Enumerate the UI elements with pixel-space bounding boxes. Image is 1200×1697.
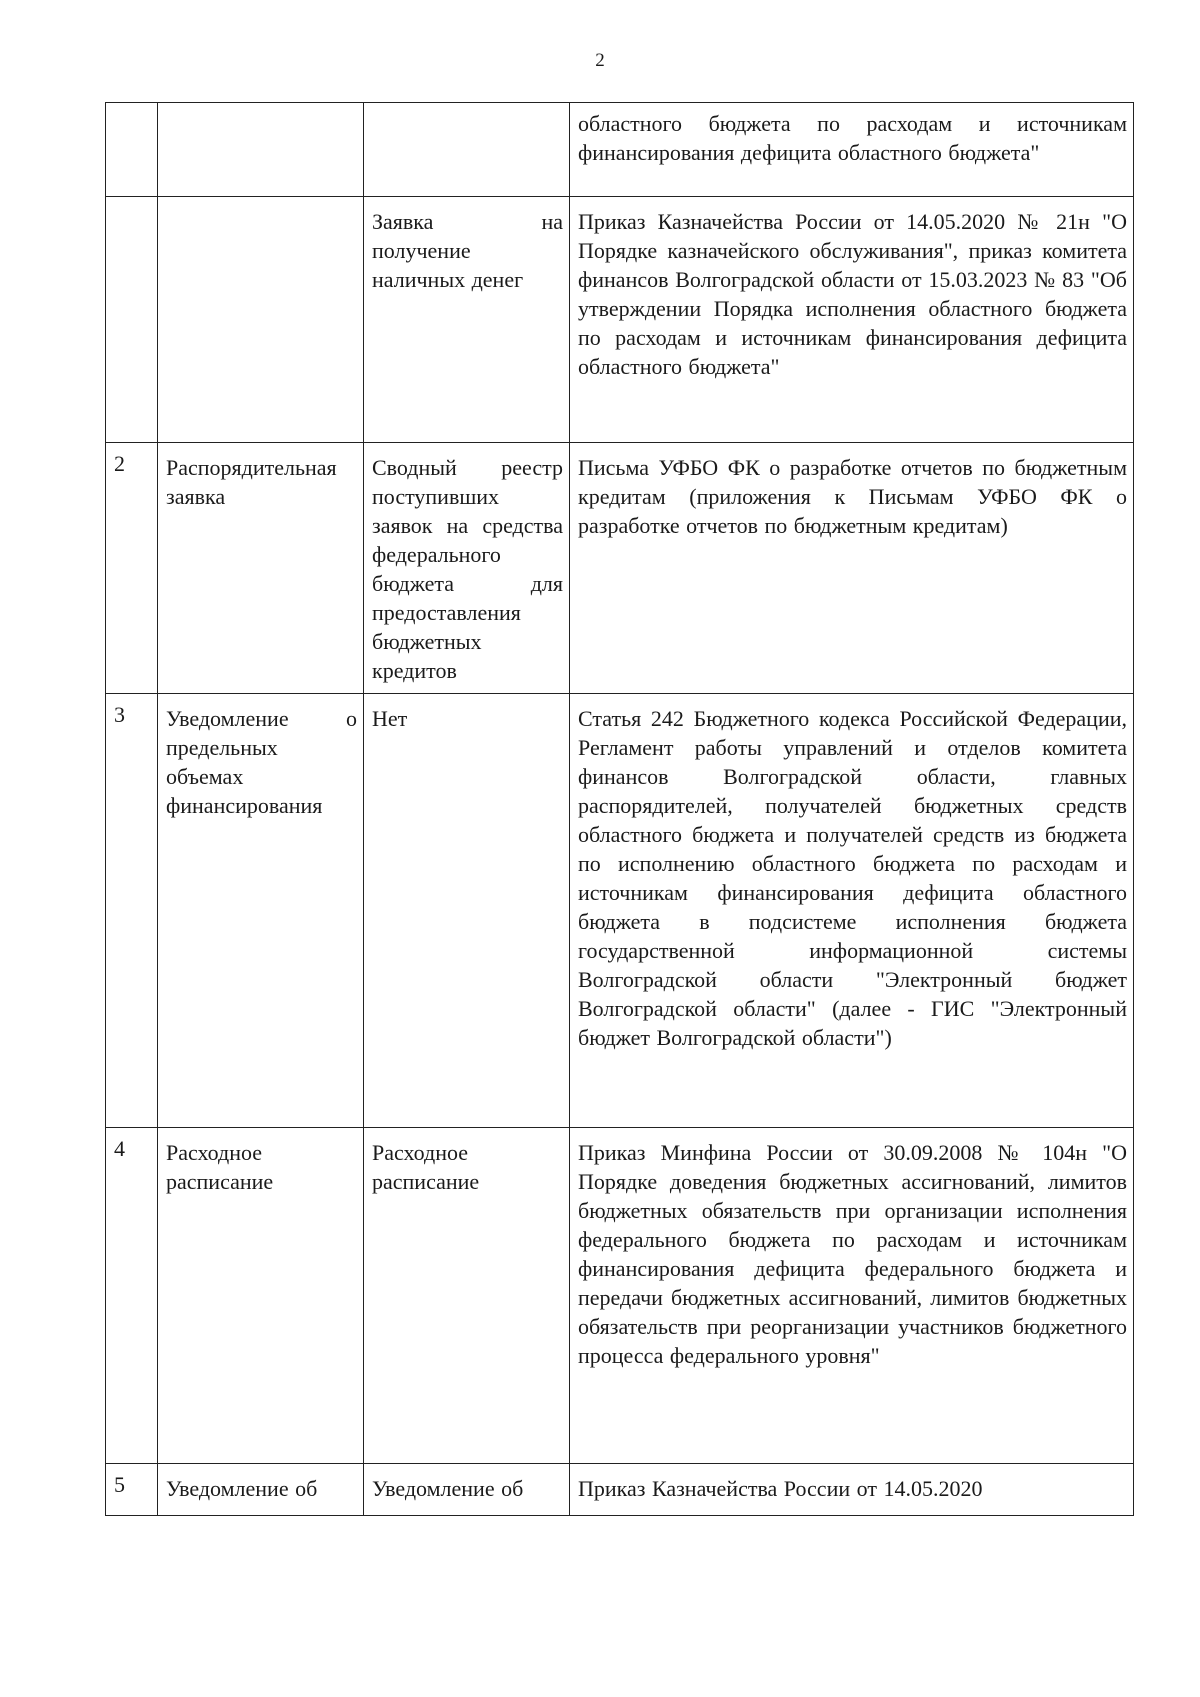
document-name — [158, 103, 364, 197]
row-number — [106, 103, 158, 197]
page-number: 2 — [595, 50, 605, 71]
table-row — [106, 694, 1134, 1128]
document-name: Уведомление о предельных объемах финансирования — [158, 694, 364, 1128]
document-name: Распорядительная заявка — [158, 443, 364, 694]
table-row — [106, 1128, 1134, 1464]
document-name: Уведомление об — [158, 1464, 364, 1516]
basis-document: Сводный реестр поступивших заявок на средства федерального бюджета для предоставления бюджетных кредитов — [364, 443, 570, 694]
basis-document: Уведомление об — [364, 1464, 570, 1516]
table-row — [106, 103, 1134, 197]
legal-act: Приказ Казначейства России от 14.05.2020 — [570, 1464, 1134, 1516]
legal-act: Письма УФБО ФК о разработке отчетов по бюджетным кредитам (приложения к Письмам УФБО ФК о разработке отчетов по бюджетным кредитам) — [570, 443, 1134, 694]
basis-document — [364, 103, 570, 197]
document-name: Расходное расписание — [158, 1128, 364, 1464]
documents-table — [105, 102, 1134, 1516]
table-row — [106, 197, 1134, 443]
legal-act: Приказ Казначейства России от 14.05.2020 № 21н "О Порядке казначейского обслуживания", приказ комитета финансов Волгоградской области от 15.03.2023 № 83 "Об утверждении Порядка исполнения областного бюджета по расходам и источникам финансирования дефицита областного бюджета" — [570, 197, 1134, 443]
basis-document: Нет — [364, 694, 570, 1128]
basis-document: Расходное расписание — [364, 1128, 570, 1464]
table-row — [106, 1464, 1134, 1516]
row-number: 3 — [106, 694, 158, 1128]
document-name — [158, 197, 364, 443]
table-row — [106, 443, 1134, 694]
row-number: 5 — [106, 1464, 158, 1516]
row-number: 2 — [106, 443, 158, 694]
row-number — [106, 197, 158, 443]
legal-act: Приказ Минфина России от 30.09.2008 № 104н "О Порядке доведения бюджетных ассигнований, лимитов бюджетных обязательств при организации исполнения федерального бюджета по расходам и источникам финансирования дефицита федерального бюджета и передачи бюджетных ассигнований, лимитов бюджетных обязательств при реорганизации участников бюджетного процесса федерального уровня" — [570, 1128, 1134, 1464]
basis-document: Заявка на получение наличных денег — [364, 197, 570, 443]
row-number: 4 — [106, 1128, 158, 1464]
legal-act: Статья 242 Бюджетного кодекса Российской Федерации, Регламент работы управлений и отделов комитета финансов Волгоградской области, главных распорядителей, получателей бюджетных средств областного бюджета и получателей средств из бюджета по исполнению областного бюджета по расходам и источникам финансирования дефицита областного бюджета в подсистеме исполнения бюджета государственной информационной системы Волгоградской области "Электронный бюджет Волгоградской области" (далее - ГИС "Электронный бюджет Волгоградской области") — [570, 694, 1134, 1128]
legal-act: областного бюджета по расходам и источникам финансирования дефицита областного бюджета" — [570, 103, 1134, 197]
